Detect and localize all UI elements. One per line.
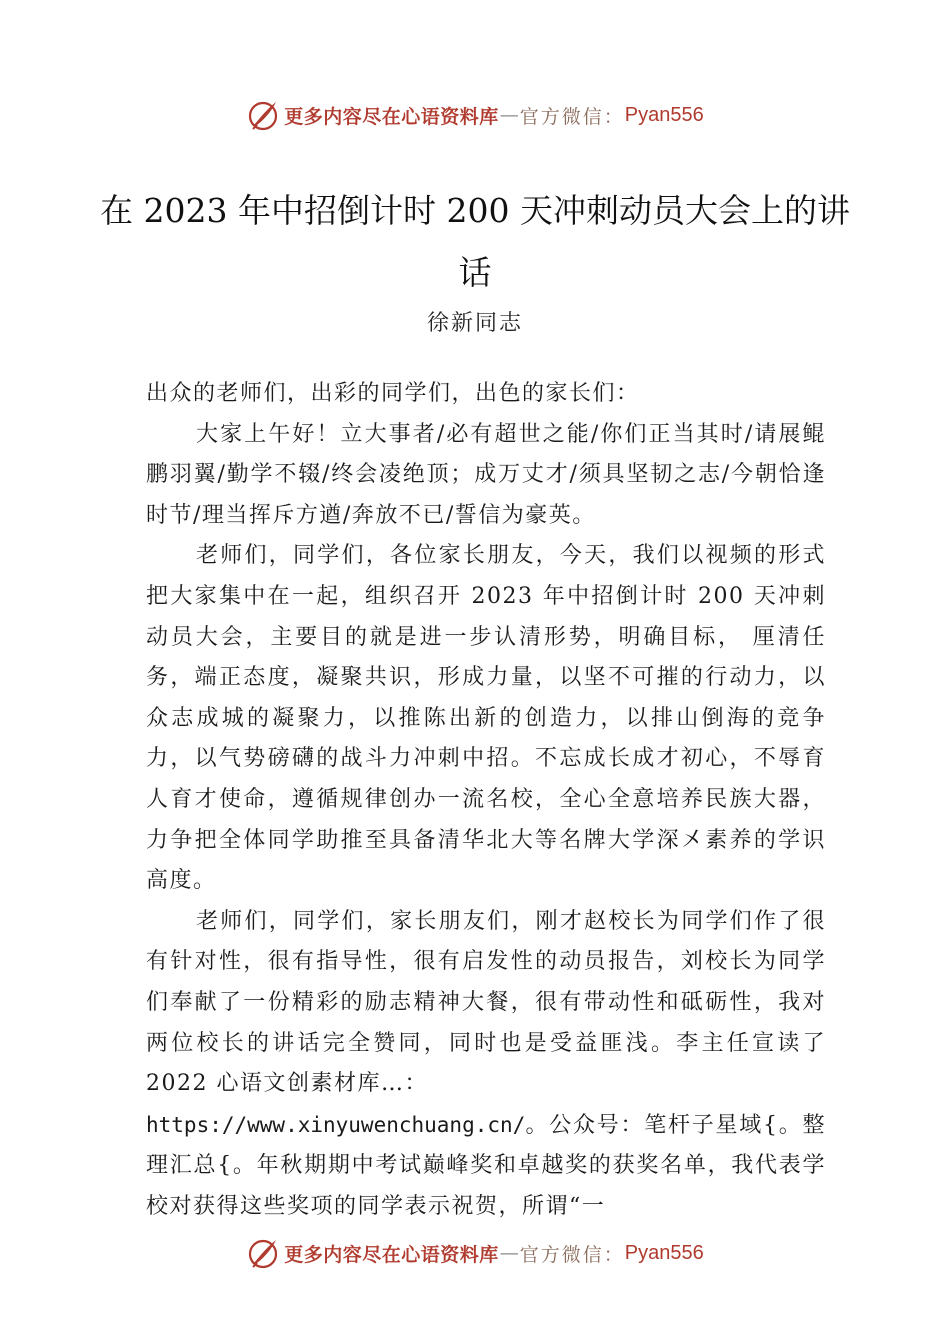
- banner-wechat-label: 官方微信：: [519, 105, 625, 128]
- paragraph: 老师们，同学们，家长朋友们，刚才赵校长为同学们作了很有针对性，很有指导性，很有启发性的动员报告，刘校长为同学们奉献了一份精彩的励志精神大餐，很有带动性和砥砺性，我对两位校长的讲话完全赞同，同时也是受益匪浅。李主任宣读了 2022 心语文创素材库…：: [146, 908, 826, 1097]
- quill-pen-logo-icon: [246, 98, 280, 132]
- paragraph: 大家上午好！立大事者/必有超世之能/你们正当其时/请展鲲鹏羽翼/勤学不辍/终会凌绝顶；成万丈才/须具坚韧之志/今朝恰逢时节/理当挥斥方遒/奔放不已/誓信为豪英。: [146, 421, 826, 528]
- header-banner: [0, 95, 950, 135]
- document-author: 徐新同志: [426, 311, 523, 336]
- banner-wechat-handle: Pyan556: [624, 103, 704, 126]
- salutation: 出众的老师们，出彩的同学们，出色的家长们：: [146, 381, 640, 406]
- quill-pen-logo-icon: [246, 1236, 280, 1270]
- banner-wechat-label: 官方微信：: [519, 1243, 625, 1266]
- paragraph-continued: [146, 1105, 826, 1228]
- banner-brand-text: 更多内容尽在心语资料库: [284, 1243, 499, 1266]
- paragraph-tail: 。公众号：笔杆子星域{。整理汇总{。年秋期期中考试巅峰奖和卓越奖的获奖名单，我代表学校对获得这些奖项的同学表示祝贺，所谓“一: [146, 1112, 826, 1219]
- website-link[interactable]: https://www.xinyuwenchuang.cn/: [146, 1112, 526, 1137]
- footer-banner: [0, 1233, 950, 1273]
- banner-dash: —: [499, 104, 519, 126]
- document-body: [146, 374, 826, 1227]
- banner-brand-text: 更多内容尽在心语资料库: [284, 105, 499, 128]
- banner-dash: —: [499, 1242, 519, 1264]
- banner-wechat-handle: Pyan556: [624, 1241, 704, 1264]
- paragraph: 老师们，同学们，各位家长朋友，今天，我们以视频的形式把大家集中在一起，组织召开 2023 年中招倒计时 200 天冲刺动员大会，主要目的就是进一步认清形势，明确目标， 厘清任务，端正态度，凝聚共识，形成力量，以坚不可摧的行动力，以众志成城的凝聚力，以推陈出新的创造力，以排山倒海的竞争力，以气势磅礴的战斗力冲刺中招。不忘成长成才初心，不辱育人育才使命，遵循规律创办一流名校，全心全意培养民族大器，力争把全体同学助推至具备清华北大等名牌大学深㐅素养的学识高度。: [146, 543, 826, 894]
- document-title: 在 2023 年中招倒计时 200 天冲刺动员大会上的讲话: [100, 191, 850, 292]
